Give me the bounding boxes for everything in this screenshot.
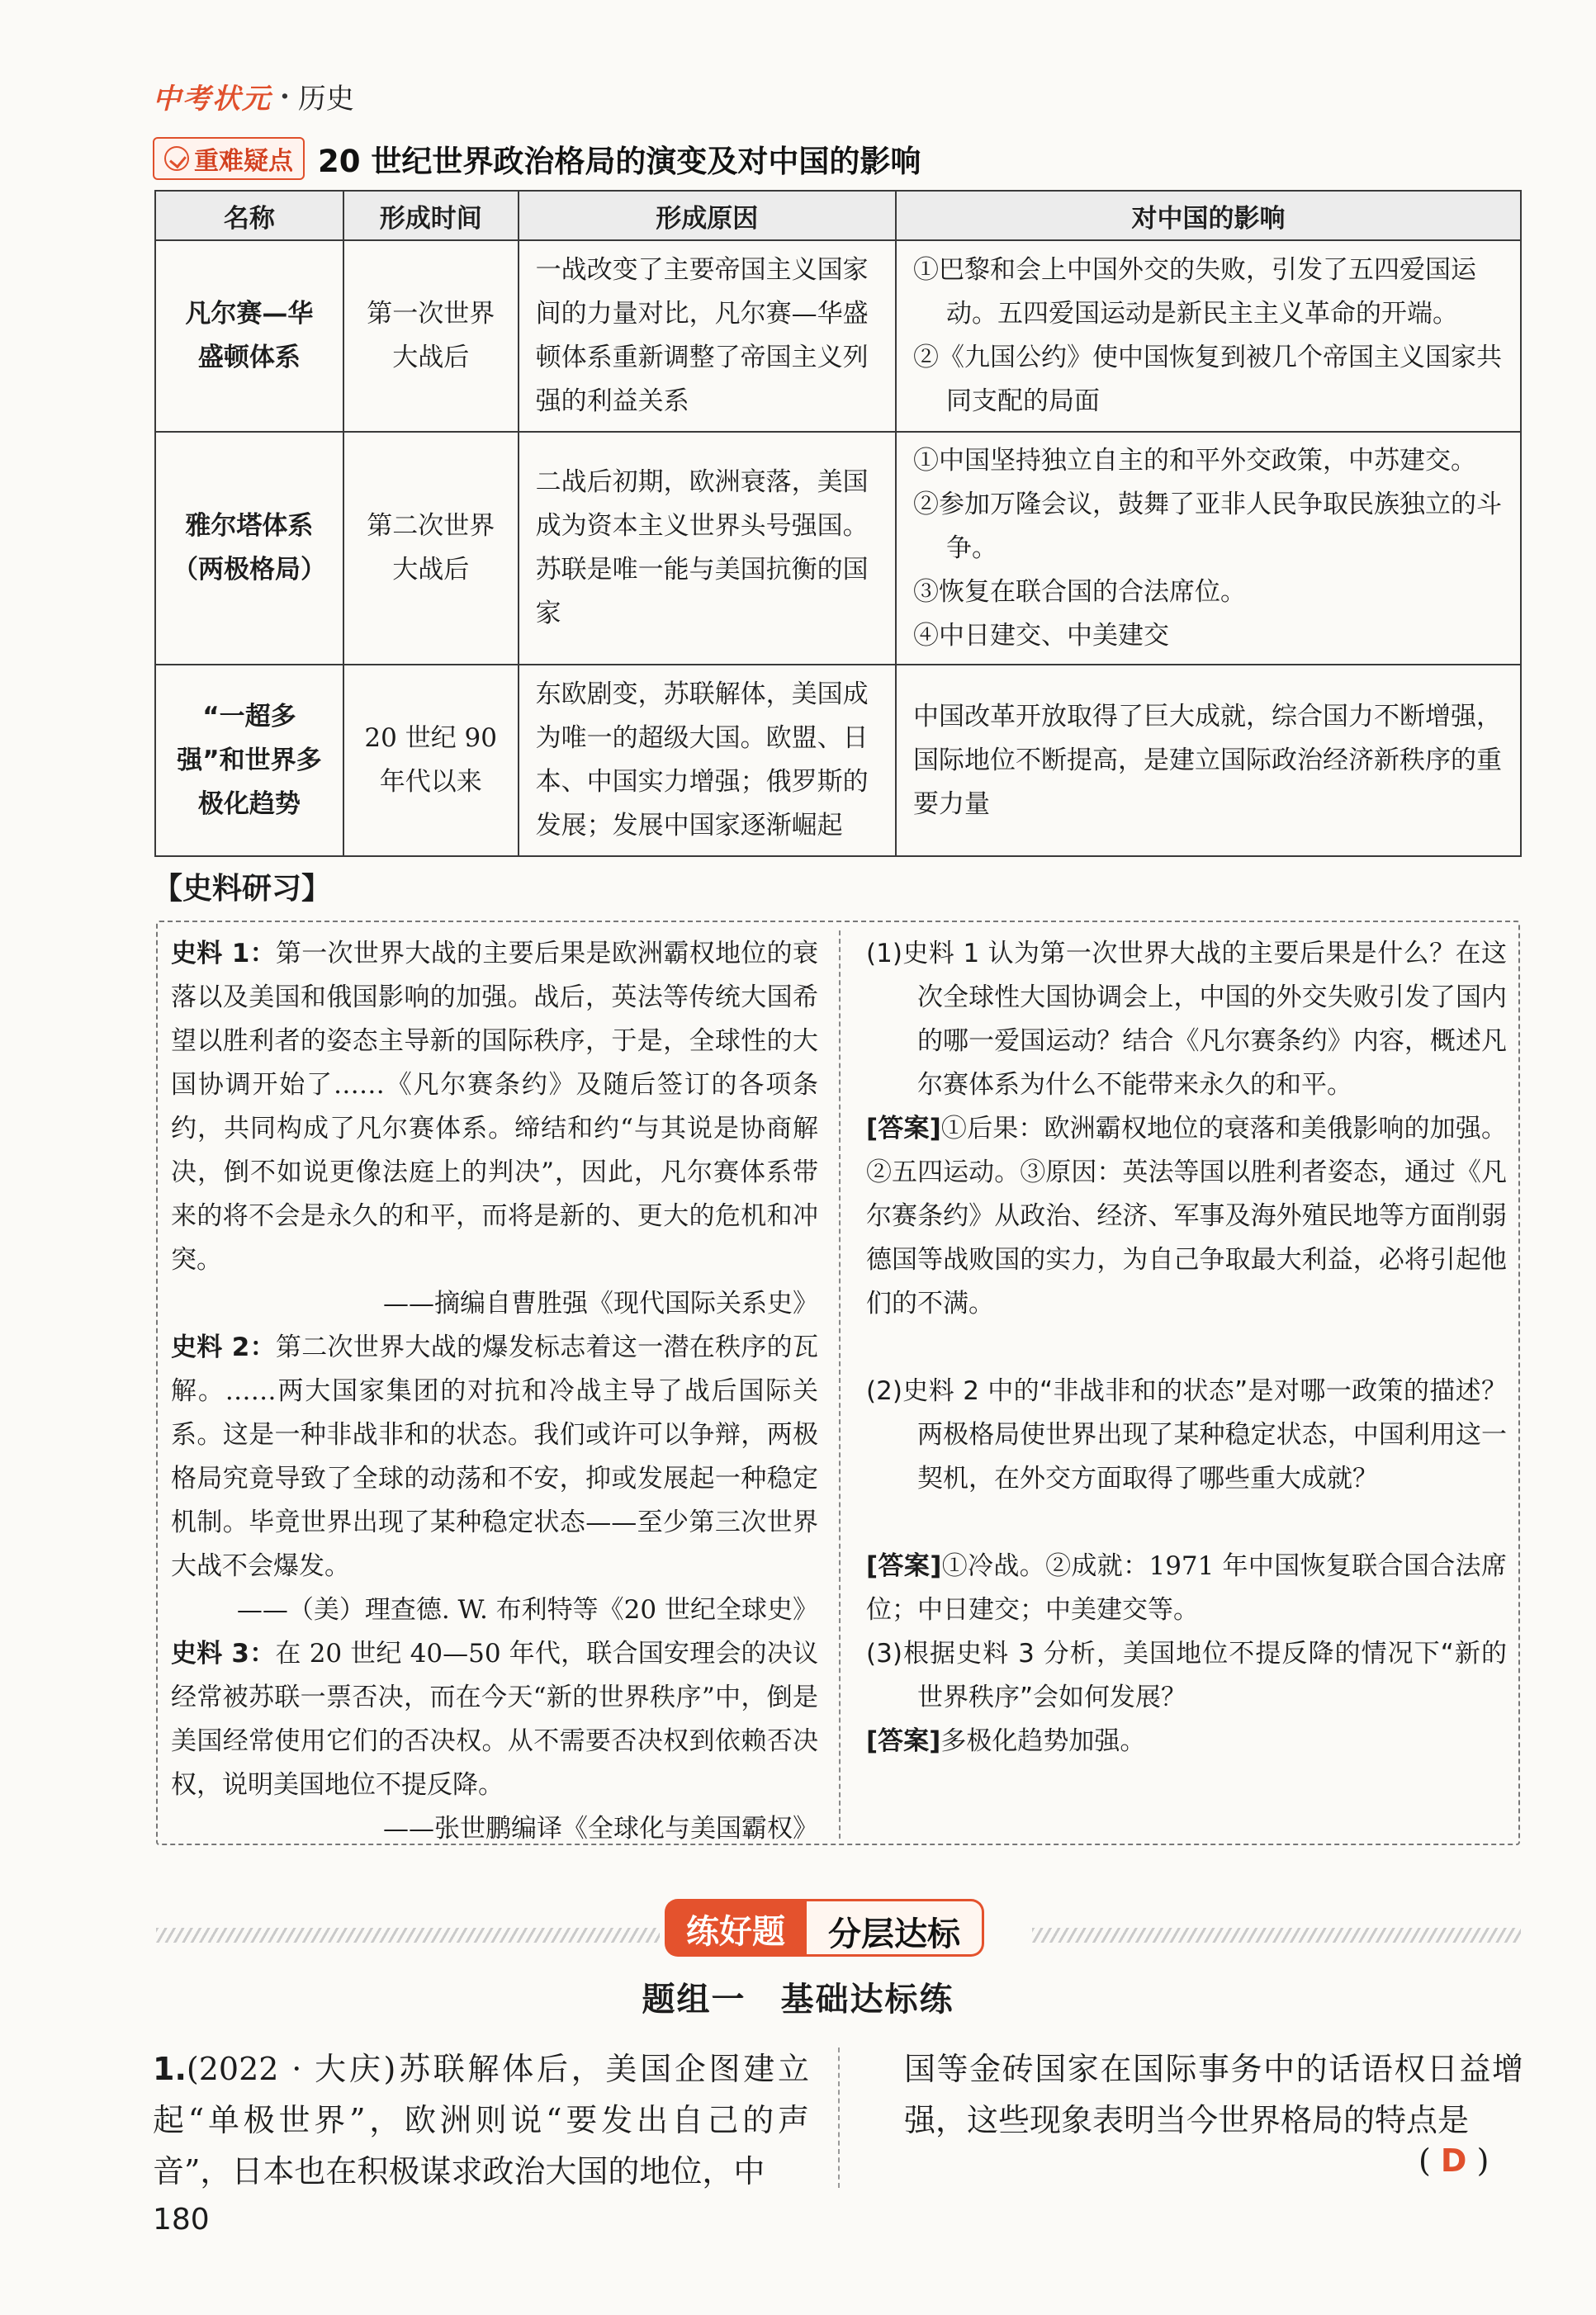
- influence-item: ①巴黎和会上中国外交的失败，引发了五四爱国运动。五四爱国运动是新民主主义革命的开端。: [913, 255, 1476, 329]
- answer-tag: [答案]: [866, 1114, 941, 1143]
- question-group-title: 题组一 基础达标练: [642, 1981, 954, 2019]
- answer-body: ①后果：欧洲霸权地位的衰落和美俄影响的加强。②五四运动。③原因：英法等国以胜利者姿态，通过《凡尔赛条约》从政治、经济、军事及海外殖民地等方面削弱德国等战败国的实力，为自己争取最大利益，必将引起他们的不满。: [866, 1114, 1507, 1318]
- influence-item: ④中日建交、中美建交: [913, 620, 1169, 651]
- source-study-box: [156, 921, 1520, 1845]
- question-text: (3)根据史料 3 分析，美国地位不提反降的情况下“新的世界秩序”会如何发展？: [866, 1639, 1507, 1712]
- answer-body: ①冷战。②成就：1971 年中国恢复联合国合法席位；中日建交；中美建交等。: [866, 1551, 1507, 1625]
- decorative-hatch-left: [156, 1928, 660, 1943]
- table-row: [155, 665, 1521, 856]
- header-separator: ·: [280, 79, 290, 113]
- source-citation: ——摘编自曹胜强《现代国际关系史》: [383, 1289, 818, 1318]
- badge-label: 重难疑点: [194, 147, 293, 176]
- subject-label: 历史: [297, 83, 354, 116]
- source-block: [171, 1632, 818, 1851]
- source-block: [171, 932, 818, 1326]
- source-citation: ——张世鹏编译《全球化与美国霸权》: [383, 1814, 818, 1844]
- formation-cause: 东欧剧变，苏联解体，美国成为唯一的超级大国。欧盟、日本、中国实力增强；俄罗斯的发展；发展中国家逐渐崛起: [519, 665, 896, 856]
- section-title: 20 世纪世界政治格局的演变及对中国的影响: [318, 144, 921, 179]
- question-text: (1)史料 1 认为第一次世界大战的主要后果是什么？在这次全球性大国协调会上，中国的外交失败引发了国内的哪一爱国运动？结合《凡尔赛条约》内容，概述凡尔赛体系为什么不能带来永久的和平。: [866, 939, 1507, 1100]
- column-header-name: 名称: [155, 191, 343, 240]
- table-header-row: [155, 191, 1521, 240]
- table-row: [155, 240, 1521, 432]
- section-title-row: [153, 136, 921, 181]
- system-name: 凡尔赛—华盛顿体系: [155, 240, 343, 432]
- column-header-influence: 对中国的影响: [896, 191, 1521, 240]
- answer-text: [866, 1107, 1507, 1326]
- table-row: [155, 432, 1521, 665]
- world-order-table: [154, 190, 1522, 857]
- banner-level-label: 分层达标: [807, 1899, 984, 1957]
- question-1-left: [153, 2043, 809, 2197]
- source-text: 第一次世界大战的主要后果是欧洲霸权地位的衰落以及美国和俄国影响的加强。战后，英法等传统大国希望以胜利者的姿态主导新的国际秩序，于是，全球性的大国协调开始了……《凡尔赛条约》及随后签订的各项条约，共同构成了凡尔赛体系。缔结和约“与其说是协商解决，倒不如说更像法庭上的判决”，因此，凡尔赛体系带来的将不会是永久的和平，而将是新的、更大的危机和冲突。: [171, 939, 818, 1275]
- study-heading: 【史料研习】: [153, 872, 332, 906]
- running-head: [153, 76, 354, 116]
- influence-item: 中国改革开放取得了巨大成就，综合国力不断增强，国际地位不断提高，是建立国际政治经济新秩序的重要力量: [913, 701, 1502, 819]
- brand-logo: 中考状元: [153, 83, 272, 116]
- source-block: [171, 1326, 818, 1632]
- source-text: 第二次世界大战的爆发标志着这一潜在秩序的瓦解。……两大国家集团的对抗和冷战主导了战后国际关系。这是一种非战非和的状态。我们或许可以争辩，两极格局究竟导致了全球的动荡和不安，抑或发展起一种稳定机制。毕竟世界出现了某种稳定状态——至少第三次世界大战不会爆发。: [171, 1333, 818, 1581]
- source-column: [171, 932, 818, 1851]
- decorative-hatch-right: [1032, 1928, 1521, 1943]
- influence-item: ③恢复在联合国的合法席位。: [913, 576, 1246, 607]
- answer-letter: D: [1440, 2142, 1467, 2179]
- banner-practice-label: 练好题: [665, 1899, 807, 1957]
- answer-text: [866, 1545, 1507, 1632]
- column-header-time: 形成时间: [343, 191, 519, 240]
- spacer: [866, 1326, 1507, 1370]
- formation-time: 20 世纪 90 年代以来: [343, 665, 519, 856]
- question-1-right: [904, 2043, 1523, 2146]
- question-1-text-left: (2022 · 大庆)苏联解体后，美国企图建立起“单极世界”，欧洲则说“要发出自己的声音”，日本也在积极谋求政治大国的地位，中: [153, 2051, 809, 2190]
- influence-cell: [896, 665, 1521, 856]
- answer-text: [866, 1720, 1507, 1763]
- check-mark-icon: [164, 146, 189, 171]
- question-block: [866, 932, 1507, 1326]
- influence-item: ②《九国公约》使中国恢复到被几个帝国主义国家共同支配的局面: [913, 343, 1502, 416]
- column-divider: [839, 930, 841, 1839]
- page-number: 180: [153, 2203, 210, 2237]
- question-text: (2)史料 2 中的“非战非和的状态”是对哪一政策的描述？两极格局使世界出现了某种稳定状态，中国利用这一契机，在外交方面取得了哪些重大成就？: [866, 1376, 1507, 1494]
- source-label: 史料 1：: [171, 939, 276, 968]
- formation-cause: 二战后初期，欧洲衰落，美国成为资本主义世界头号强国。苏联是唯一能与美国抗衡的国家: [519, 432, 896, 665]
- key-point-badge: [153, 137, 305, 180]
- source-label: 史料 3：: [171, 1639, 276, 1669]
- question-block: [866, 1370, 1507, 1632]
- influence-cell: [896, 432, 1521, 665]
- paren-close: ): [1476, 2142, 1489, 2179]
- spacer: [866, 1501, 1507, 1545]
- source-label: 史料 2：: [171, 1333, 276, 1362]
- column-divider: [838, 2048, 840, 2188]
- formation-time: 第一次世界大战后: [343, 240, 519, 432]
- influence-cell: [896, 240, 1521, 432]
- influence-item: ①中国坚持独立自主的和平外交政策，中苏建交。: [913, 445, 1476, 476]
- answer-body: 多极化趋势加强。: [940, 1726, 1146, 1756]
- answer-tag: [答案]: [866, 1551, 942, 1581]
- paren-open: (: [1418, 2142, 1431, 2179]
- influence-item: ②参加万隆会议，鼓舞了亚非人民争取民族独立的斗争。: [913, 489, 1502, 563]
- question-block: [866, 1632, 1507, 1763]
- system-name: “一超多强”和世界多极化趋势: [155, 665, 343, 856]
- question-number: 1.: [153, 2051, 187, 2087]
- system-name: 雅尔塔体系（两极格局）: [155, 432, 343, 665]
- source-citation: ——（美）理查德. W. 布利特等《20 世纪全球史》: [236, 1595, 818, 1625]
- question-1-text-right: 国等金砖国家在国际事务中的话语权日益增强，这些现象表明当今世界格局的特点是: [904, 2051, 1523, 2138]
- column-header-cause: 形成原因: [519, 191, 896, 240]
- source-text: 在 20 世纪 40—50 年代，联合国安理会的决议经常被苏联一票否决，而在今天“新的世界秩序”中，倒是美国经常使用它们的否决权。从不需要否决权到依赖否决权，说明美国地位不提反降。: [171, 1639, 818, 1800]
- answer-slot: [1418, 2142, 1489, 2179]
- answer-tag: [答案]: [866, 1726, 941, 1756]
- practice-banner: [665, 1899, 984, 1957]
- formation-cause: 一战改变了主要帝国主义国家间的力量对比，凡尔赛—华盛顿体系重新调整了帝国主义列强的利益关系: [519, 240, 896, 432]
- question-column: [866, 932, 1507, 1763]
- formation-time: 第二次世界大战后: [343, 432, 519, 665]
